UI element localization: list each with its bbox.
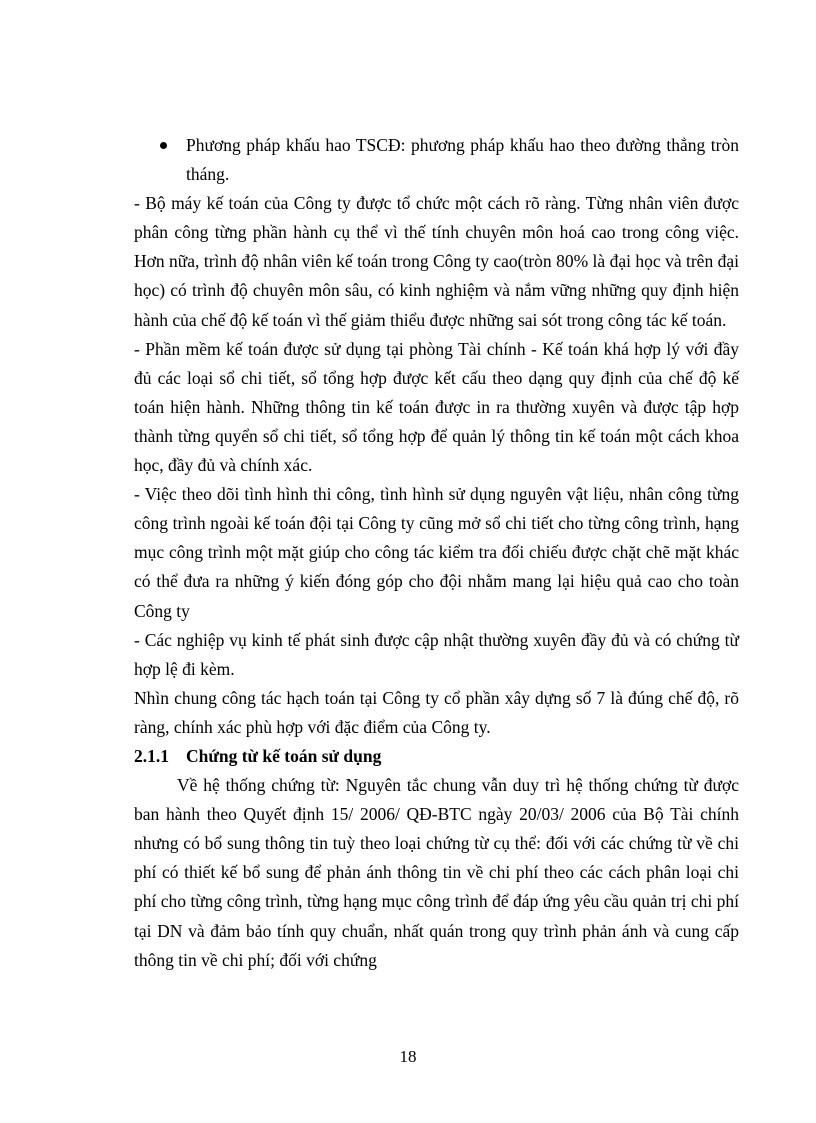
bullet-item bbox=[134, 131, 739, 189]
paragraph-transactions: - Các nghiệp vụ kinh tế phát sinh được cập nhật thường xuyên đầy đủ và có chứng từ hợp lệ đi kèm. bbox=[134, 629, 739, 679]
paragraph-summary: Nhìn chung công tác hạch toán tại Công ty cổ phần xây dựng số 7 là đúng chế độ, rõ ràng, chính xác phù hợp với đặc điểm của Công ty. bbox=[134, 687, 739, 737]
page-number: 18 bbox=[399, 1047, 417, 1066]
paragraph-construction-tracking: - Việc theo dõi tình hình thi công, tình hình sử dụng nguyên vật liệu, nhân công từng công trình ngoài kế toán đội tại Công ty cũng mở sổ chi tiết cho từng công trình, hạng mục công trình một mặt giúp cho công tác kiểm tra đối chiếu được chặt chẽ mặt khác có thể đưa ra những ý kiến đóng góp cho đội nhằm mang lại hiệu quả cao cho toàn Công ty bbox=[134, 484, 739, 621]
paragraph-accounting-software: - Phần mềm kế toán được sử dụng tại phòng Tài chính - Kế toán khá hợp lý với đầy đủ các loại sổ chi tiết, sổ tổng hợp được kết cấu theo dạng quy định của chế độ kế toán hiện hành. Những thông tin kế toán được in ra thường xuyên và được tập hợp thành từng quyển sổ chi tiết, sổ tổng hợp để quản lý thông tin kế toán một cách khoa học, đầy đủ và chính xác. bbox=[134, 338, 739, 476]
section-title: Chứng từ kế toán sử dụng bbox=[186, 745, 382, 766]
bullet-dot-icon bbox=[160, 142, 167, 149]
section-heading bbox=[134, 742, 739, 771]
paragraph-documents: Về hệ thống chứng từ: Nguyên tắc chung vẫn duy trì hệ thống chứng từ được ban hành theo Quyết định 15/ 2006/ QĐ-BTC ngày 20/03/ 2006 của Bộ Tài chính nhưng có bổ sung thông tin tuỳ theo loại chứng từ cụ thể: đối với các chứng từ về chi phí có thiết kế bổ sung để phản ánh thông tin về chi phí theo các cách phân loại chi phí cho từng công trình, từng hạng mục công trình để đáp ứng yêu cầu quản trị chi phí tại DN và đảm bảo tính quy chuẩn, nhất quán trong quy trình phản ánh và cung cấp thông tin về chi phí; đối với chứng bbox=[134, 775, 739, 970]
paragraph-accounting-structure: - Bộ máy kế toán của Công ty được tổ chức một cách rõ ràng. Từng nhân viên được phân công từng phần hành cụ thể vì thế tính chuyên môn hoá cao trong công việc. Hơn nữa, trình độ nhân viên kế toán trong Công ty cao(tròn 80% là đại học và trên đại học) có trình độ chuyên môn sâu, có kinh nghiệm và nắm vững những quy định hiện hành của chế độ kế toán vì thế giảm thiểu được những sai sót trong công tác kế toán. bbox=[134, 193, 739, 330]
section-number: 2.1.1 bbox=[134, 745, 169, 766]
page-content bbox=[134, 131, 739, 975]
bullet-text: Phương pháp khấu hao TSCĐ: phương pháp khấu hao theo đường thẳng tròn tháng. bbox=[186, 135, 739, 185]
